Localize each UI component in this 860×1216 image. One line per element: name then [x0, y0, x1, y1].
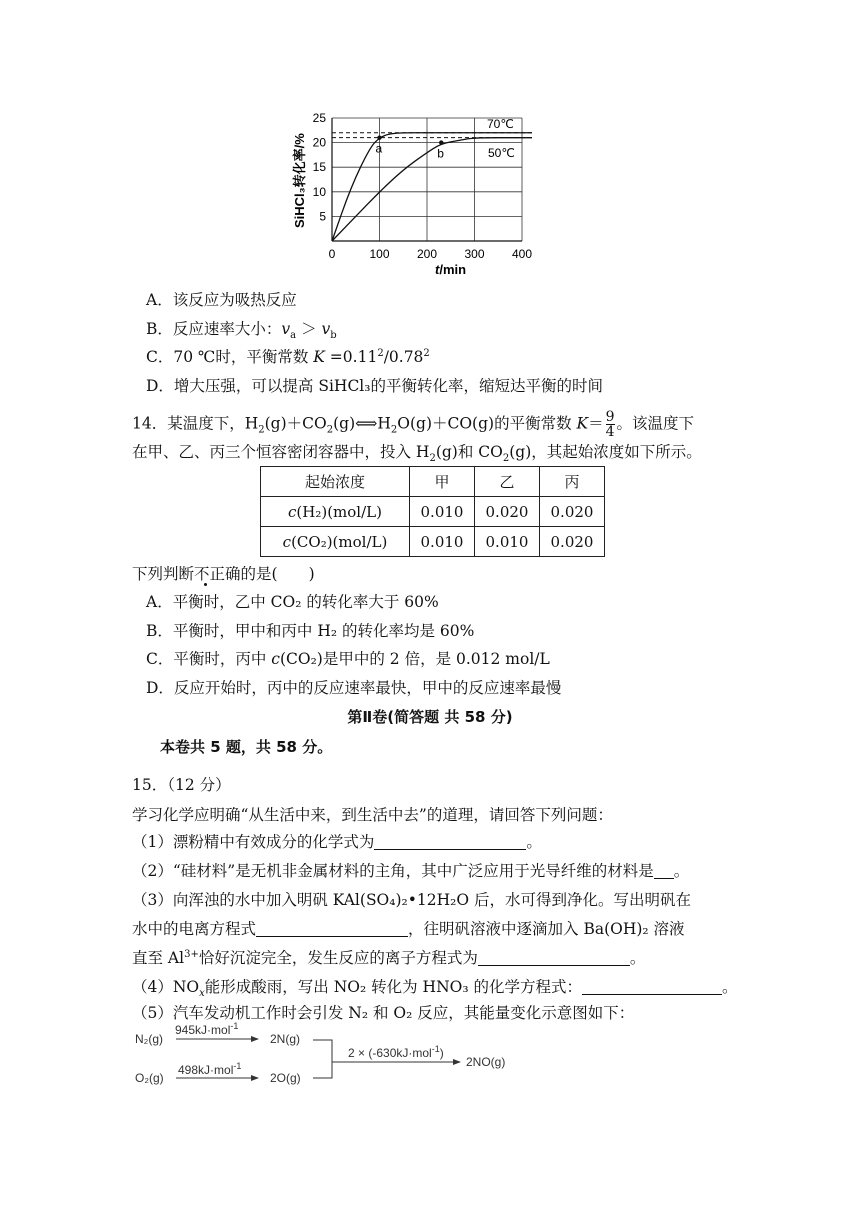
q14-c-c: c	[271, 650, 280, 668]
n2-energy-value: 945kJ·mol	[175, 1023, 231, 1037]
q14-option-a: A．平衡时，乙中 CO₂ 的转化率大于 60%	[146, 593, 439, 611]
q14-stem1-end: 。该温度下	[616, 414, 695, 433]
q14-sub-co2-b: 2	[502, 453, 510, 465]
o2-energy-label	[178, 1061, 241, 1077]
q14-stem2-a: 在甲、乙、丙三个恒容密闭容器中，投入 H	[132, 443, 430, 461]
o2-energy-value: 498kJ·mol	[178, 1063, 234, 1077]
q14-stem1-d: H	[377, 414, 391, 433]
o2-energy-exp: -1	[233, 1061, 242, 1071]
table-header-cell: 丙	[540, 467, 605, 497]
table-row	[261, 497, 605, 527]
q15-p1-a: （1）漂粉精中有效成分的化学式为	[132, 833, 375, 851]
q14-stem1-e: O(g)＋CO(g)的平衡常数	[397, 414, 577, 433]
q14-judge-b: 正确的是( )	[209, 565, 315, 583]
q15-p3-l2-a: 水中的电离方程式	[132, 920, 257, 938]
q13-c-prefix: C．70 ℃时，平衡常数	[146, 348, 314, 366]
q14-sub-co2: 2	[326, 424, 334, 436]
table-header-cell: 甲	[410, 467, 475, 497]
combine-energy-exp: -1	[431, 1044, 440, 1054]
table-cell: 0.020	[475, 497, 540, 527]
q15-p4-c: 。	[721, 978, 738, 996]
q13-b-prefix: B．反应速率大小：	[146, 320, 282, 338]
row-label-rest: (H₂)(mol/L)	[296, 502, 382, 521]
q13-c-mid: /0.78	[383, 348, 424, 366]
q15-p3-l3-b: 恰好沉淀完全，发生反应的离子方程式为	[198, 949, 478, 967]
table-cell: 0.020	[540, 497, 605, 527]
y-tick-label: 10	[312, 184, 326, 199]
q14-option-c	[146, 648, 550, 670]
x-axis-title-var: t	[435, 262, 440, 277]
y-tick-label: 20	[312, 135, 326, 150]
q15-head: 15．（12 分）	[132, 776, 231, 794]
q15-p3-l2-b: ，往明矾溶液中逐滴加入 Ba(OH)₂ 溶液	[408, 920, 685, 938]
x-tick-label: 200	[416, 247, 438, 261]
q14-option-b: B．平衡时，甲中和丙中 H₂ 的转化率均是 60%	[146, 622, 475, 640]
q13-b-vb-sub: b	[330, 330, 337, 342]
chart-grid	[332, 118, 522, 241]
q13-b-va-sub: a	[290, 330, 297, 342]
q15-p4-x: x	[199, 988, 205, 1000]
q14-sub-h2: 2	[258, 424, 265, 436]
q14-sub-h2o: 2	[390, 424, 398, 436]
q13-b-vb: v	[321, 320, 331, 338]
row-label-c: c	[288, 502, 297, 521]
q15-part1	[132, 831, 542, 853]
table-row	[261, 467, 605, 497]
q14-judge-a: 下列判断	[132, 565, 195, 583]
q15-p1-b: 。	[526, 833, 542, 851]
q13-b-gt: ＞	[296, 320, 322, 338]
table-row-label	[261, 527, 410, 557]
q13-c-eq: =0.11	[324, 348, 378, 366]
q14-stem2-c: (g)，其起始浓度如下所示。	[509, 443, 702, 461]
q14-c-b: (CO₂)是甲中的 2 倍，是 0.012 mol/L	[279, 650, 550, 668]
point-label-b: b	[437, 146, 444, 161]
answer-blank[interactable]	[374, 833, 526, 850]
answer-blank[interactable]	[256, 920, 408, 937]
q13-option-b	[146, 318, 337, 340]
q13-option-d: D．增大压强，可以提高 SiHCl₃的平衡转化率，缩短达平衡的时间	[146, 377, 603, 395]
n2-energy-label	[175, 1021, 238, 1037]
table-cell: 0.010	[410, 497, 475, 527]
table-cell: 0.020	[540, 527, 605, 557]
q13-c-k: K	[313, 348, 325, 366]
q14-stem2-b: (g)和 CO	[435, 443, 503, 461]
x-axis-title	[435, 262, 466, 277]
section-subtitle: 本卷共 5 题，共 58 分。	[160, 738, 333, 756]
table-row-label	[261, 497, 410, 527]
q15-part5: （5）汽车发动机工作时会引发 N₂ 和 O₂ 反应，其能量变化示意图如下：	[132, 1004, 635, 1022]
point-label-a: a	[375, 141, 383, 156]
x-tick-label: 100	[369, 247, 390, 261]
q15-p4-b: 能形成酸雨，写出 NO₂ 转化为 HNO₃ 的化学方程式：	[204, 978, 582, 996]
data-point-a	[377, 135, 381, 139]
q14-stem1-b: (g)＋CO	[264, 414, 327, 433]
combine-energy-value: 2 × (-630kJ·mol	[348, 1046, 432, 1060]
y-tick-label: 5	[319, 209, 326, 224]
o2-label: O₂(g)	[135, 1071, 164, 1085]
combine-energy-close: )	[439, 1046, 444, 1060]
q13-option-c	[146, 346, 430, 368]
q14-stem1-a: 14．某温度下，H	[132, 414, 259, 433]
concentration-table	[260, 466, 605, 557]
q15-p4-a: （4）NO	[132, 978, 200, 996]
table-cell: 0.010	[410, 527, 475, 557]
q14-stem1-k: K	[576, 414, 589, 433]
q14-frac-den: 4	[605, 424, 615, 440]
table-row	[261, 527, 605, 557]
q15-p2-a: （2）“硅材料”是无机非金属材料的主角，其中广泛应用于光导纤维的材料是	[132, 862, 654, 880]
no-product-label: 2NO(g)	[466, 1055, 506, 1069]
conversion-chart	[290, 108, 550, 280]
answer-blank[interactable]	[582, 978, 722, 995]
energy-diagram	[130, 1018, 530, 1092]
q15-part3-line1: （3）向浑浊的水中加入明矾 KAl(SO₄)₂•12H₂O 后，水可得到净化。写出明矾在	[132, 891, 691, 909]
o-product-label: 2O(g)	[270, 1071, 301, 1085]
emphasis-dot-icon	[204, 583, 207, 586]
table-header-cell: 起始浓度	[261, 467, 410, 497]
table-cell: 0.010	[475, 527, 540, 557]
q15-p3-l3-c: 。	[629, 949, 646, 967]
q15-intro: 学习化学应明确“从生活中来，到生活中去”的道理，请回答下列问题：	[132, 806, 613, 824]
x-tick-label: 400	[511, 247, 533, 261]
q13-b-va: v	[281, 320, 291, 338]
q15-part4	[132, 976, 738, 998]
q14-frac-num: 9	[605, 409, 615, 425]
q14-judge	[132, 563, 315, 585]
table-header-cell: 乙	[475, 467, 540, 497]
q14-judge-emphasis: 不	[194, 565, 210, 583]
combine-bracket	[313, 1040, 332, 1078]
n-product-label: 2N(g)	[270, 1032, 301, 1046]
q14-stem1-c: (g)	[333, 414, 356, 433]
q15-p2-b: 。	[673, 862, 690, 880]
y-tick-label: 15	[312, 160, 326, 175]
x-tick-label: 300	[464, 247, 485, 261]
x-axis-title-unit: /min	[439, 262, 467, 277]
n2-energy-exp: -1	[230, 1021, 239, 1031]
q14-fraction	[606, 410, 615, 439]
series-label-70: 70℃	[487, 117, 514, 131]
n2-label: N₂(g)	[135, 1032, 163, 1046]
q14-c-a: C．平衡时，丙中	[146, 650, 272, 668]
y-tick-label: 25	[312, 111, 326, 125]
equilibrium-arrow-icon: ⟺	[355, 414, 378, 433]
row-label-rest: (CO₂)(mol/L)	[291, 532, 388, 551]
y-axis-title: SiHCl₃转化率/%	[292, 133, 307, 228]
row-label-c: c	[282, 532, 292, 551]
section-title: 第Ⅱ卷(简答题 共 58 分)	[347, 708, 513, 726]
q15-part3-line2	[132, 918, 685, 940]
answer-blank[interactable]	[654, 862, 674, 879]
series-label-50: 50℃	[488, 146, 515, 160]
q14-sub-h2-b: 2	[429, 453, 436, 465]
q15-part2	[132, 860, 689, 882]
q14-option-d: D．反应开始时，丙中的反应速率最快，甲中的反应速率最慢	[146, 679, 562, 697]
q15-p3-l3-sup: 3+	[184, 948, 199, 960]
q15-p3-l3-a: 直至 Al	[132, 949, 185, 967]
q14-stem1-eq: ＝	[588, 414, 604, 433]
data-point-b	[439, 140, 443, 144]
answer-blank[interactable]	[478, 949, 630, 966]
q14-stem-line1	[132, 410, 694, 439]
combine-energy-label	[348, 1044, 444, 1060]
x-tick-label: 0	[328, 247, 336, 261]
q13-c-sup2: 2	[423, 347, 430, 359]
q13-option-a: A．该反应为吸热反应	[146, 291, 297, 309]
q14-stem-line2	[132, 441, 702, 463]
chart-ticks	[313, 111, 533, 261]
q15-part3-line3	[132, 947, 645, 969]
q13-c-sup1: 2	[377, 347, 384, 359]
